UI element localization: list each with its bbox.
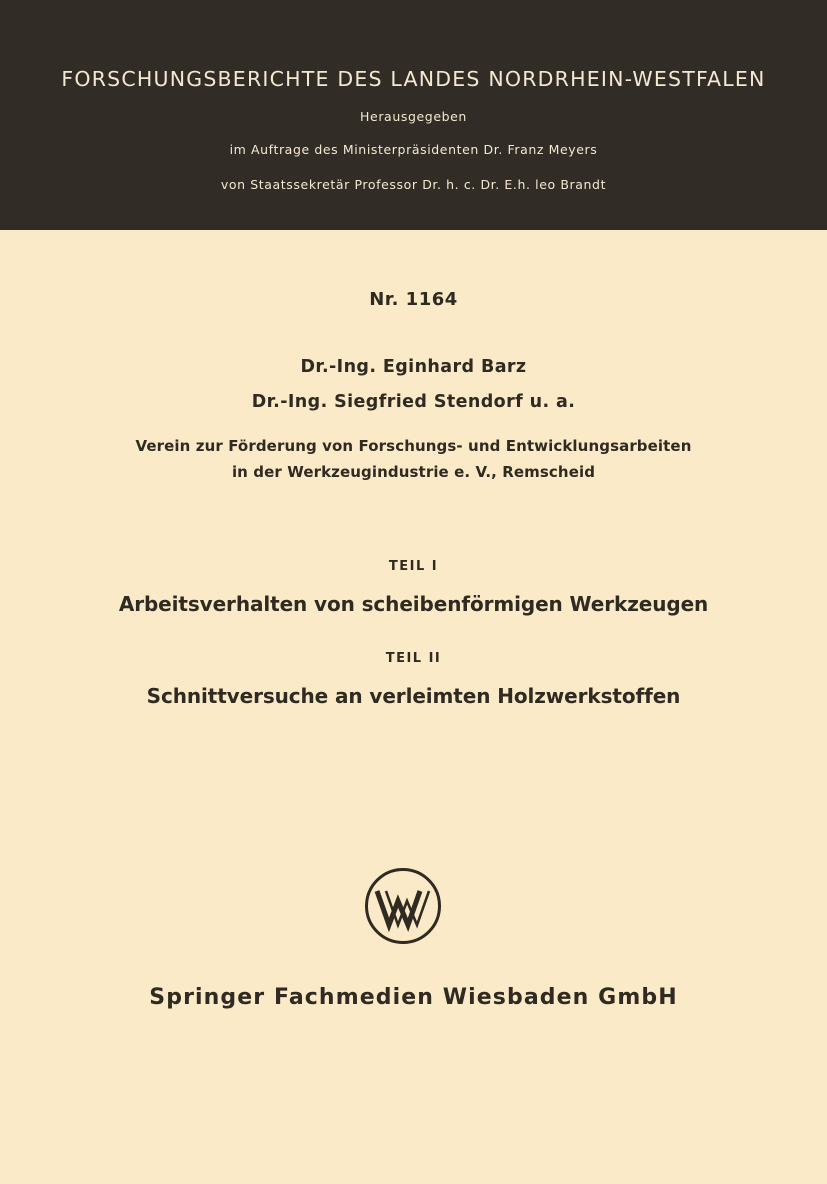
part-1-title: Arbeitsverhalten von scheibenförmigen Werkzeugen (118, 592, 709, 616)
series-title: FORSCHUNGSBERICHTE DES LANDES NORDRHEIN-WESTFALEN (61, 67, 766, 91)
publisher-name: Springer Fachmedien Wiesbaden GmbH (149, 985, 678, 1010)
part-2-title: Schnittversuche an verleimten Holzwerkstoffen (146, 684, 681, 708)
header-band (0, 0, 827, 230)
part-1-label: TEIL I (388, 559, 439, 574)
editor-line-3: von Staatssekretär Professor Dr. h. c. Dr. E.h. leo Brandt (220, 177, 607, 192)
part-2-label: TEIL II (385, 651, 442, 666)
author-2: Dr.-Ing. Siegfried Stendorf u. a. (251, 392, 576, 412)
editor-line-2: im Auftrage des Ministerpräsidenten Dr. Franz Meyers (229, 142, 598, 157)
institution-line-2: in der Werkzeugindustrie e. V., Remscheid (231, 463, 596, 481)
editor-line-1: Herausgegeben (360, 109, 467, 124)
author-1: Dr.-Ing. Eginhard Barz (300, 357, 527, 377)
institution-line-1: Verein zur Förderung von Forschungs- und Entwicklungsarbeiten (135, 437, 692, 455)
springer-vw-logo-icon (364, 867, 442, 945)
report-number: Nr. 1164 (369, 289, 458, 310)
